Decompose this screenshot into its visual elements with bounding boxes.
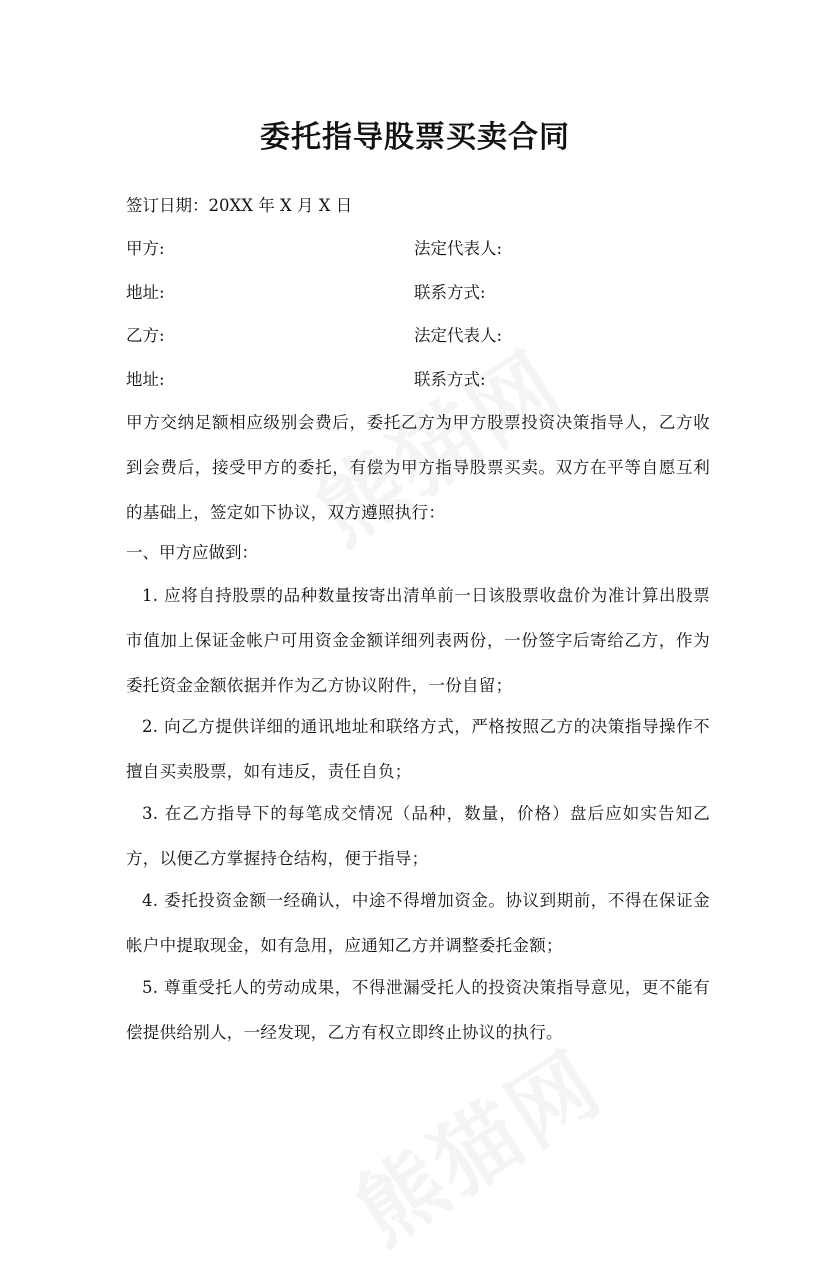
party-a-label: 甲方: (126, 239, 165, 258)
party-b-label: 乙方: (126, 326, 165, 345)
party-b-contact-label: 联系方式: (414, 370, 486, 389)
intro-paragraph: 甲方交纳足额相应级别会费后，委托乙方为甲方股票投资决策指导人，乙方收到会费后，接受甲方的委托，有偿为甲方指导股票买卖。双方在平等自愿互利的基础上，签定如下协议，双方遵照执行： (126, 413, 710, 522)
party-b-address-label: 地址: (126, 370, 165, 389)
party-a-representative-label: 法定代表人: (414, 239, 503, 258)
sign-date: 签订日期：20XX 年 X 月 X 日 (126, 196, 353, 215)
party-a-address-label: 地址: (126, 283, 165, 302)
clause-item: 2. 向乙方提供详细的通讯地址和联络方式，严格按照乙方的决策指导操作不擅自买卖股票，如有违反，责任自负； (126, 717, 710, 781)
clause-item: 1. 应将自持股票的品种数量按寄出清单前一日该股票收盘价为准计算出股票市值加上保证金帐户可用资金金额详细列表两份，一份签字后寄给乙方，作为委托资金金额依据并作为乙方协议附件，一份自留； (126, 586, 710, 695)
party-b-representative-label: 法定代表人: (414, 326, 503, 345)
clause-item: 4. 委托投资金额一经确认，中途不得增加资金。协议到期前，不得在保证金帐户中提取现金，如有急用，应通知乙方并调整委托金额； (126, 891, 710, 955)
page-title: 委托指导股票买卖合同 (260, 120, 570, 155)
party-a-contact-label: 联系方式: (414, 283, 486, 302)
clause-item: 3. 在乙方指导下的每笔成交情况（品种，数量，价格）盘后应如实告知乙方，以便乙方掌握持仓结构，便于指导； (126, 804, 710, 868)
clause-item: 5. 尊重受托人的劳动成果，不得泄漏受托人的投资决策指导意见，更不能有偿提供给别人，一经发现，乙方有权立即终止协议的执行。 (126, 978, 710, 1042)
section-heading: 一、甲方应做到： (126, 543, 258, 562)
